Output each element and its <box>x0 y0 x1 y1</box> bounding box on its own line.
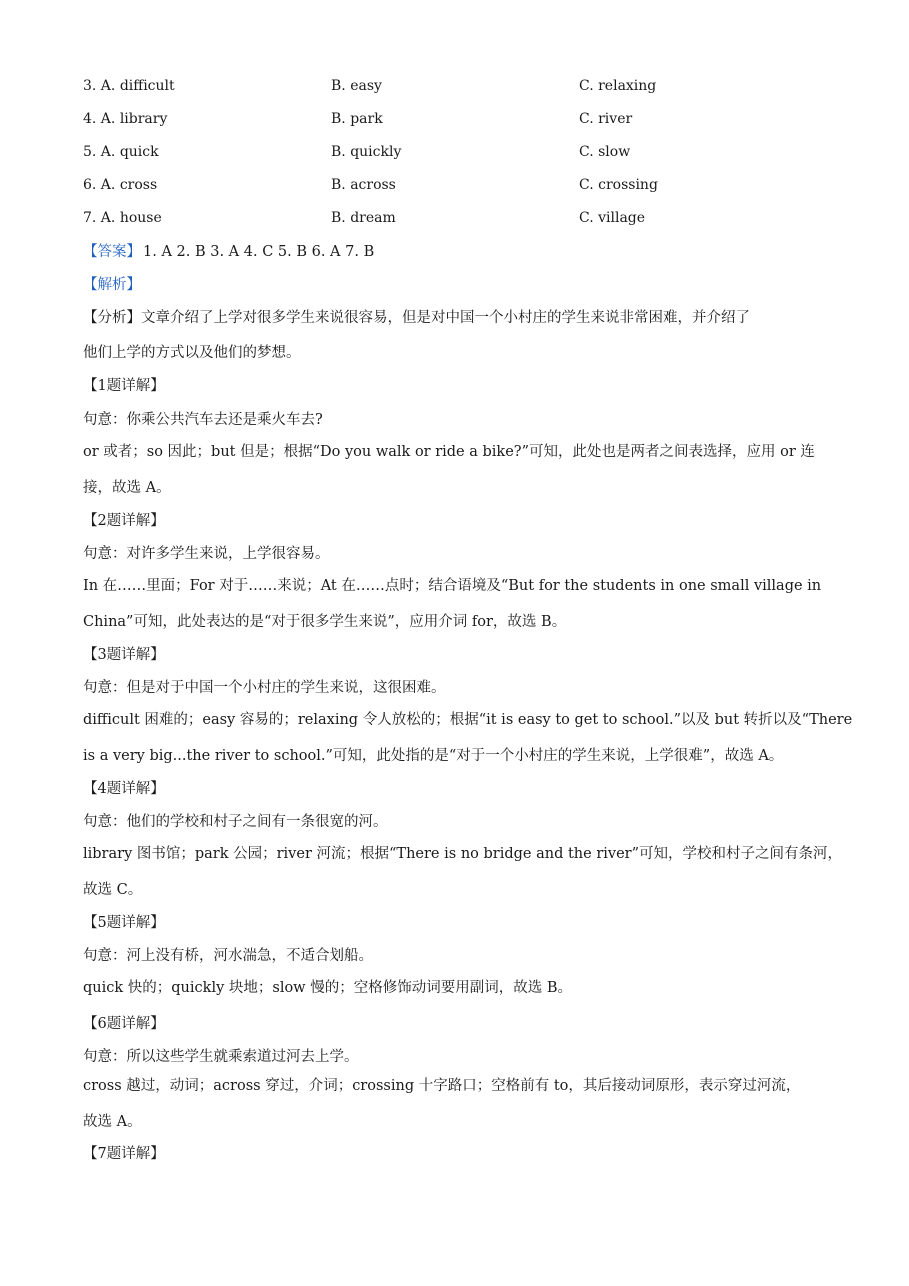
option-a: 6. A. cross <box>83 177 158 193</box>
body-text-line: 他们上学的方式以及他们的梦想。 <box>83 345 301 361</box>
section-heading: 【3题详解】 <box>83 647 165 663</box>
answer-label: 【答案】 <box>83 244 141 260</box>
body-text-line: difficult 困难的；easy 容易的；relaxing 令人放松的；根据“it is easy to get to school.”以及 but 转折以及“There <box>83 712 853 728</box>
body-text-line: quick 快的；quickly 块地；slow 慢的；空格修饰动词要用副词，故选 B。 <box>83 980 572 996</box>
analysis-label: 【解析】 <box>83 277 141 293</box>
section-heading: 【分析】文章介绍了上学对很多学生来说很容易，但是对中国一个小村庄的学生来说非常困难，并介绍了 <box>83 310 750 326</box>
option-row <box>83 144 843 166</box>
option-b: B. park <box>331 111 383 127</box>
option-a: 5. A. quick <box>83 144 159 160</box>
body-text-line: 句意：所以这些学生就乘索道过河去上学。 <box>83 1049 359 1065</box>
section-heading: 【6题详解】 <box>83 1016 165 1032</box>
option-row <box>83 210 843 232</box>
body-text-line: 句意：但是对于中国一个小村庄的学生来说，这很困难。 <box>83 680 446 696</box>
body-text-line: 接，故选 A。 <box>83 480 171 496</box>
option-b: B. dream <box>331 210 396 226</box>
body-text-line: is a very big...the river to school.”可知，此处指的是“对于一个小村庄的学生来说，上学很难”，故选 A。 <box>83 748 784 764</box>
option-b: B. across <box>331 177 396 193</box>
body-text-line: 故选 A。 <box>83 1114 142 1130</box>
option-c: C. crossing <box>579 177 658 193</box>
section-heading: 【5题详解】 <box>83 915 165 931</box>
section-heading: 【1题详解】 <box>83 378 165 394</box>
body-text-line: 句意：他们的学校和村子之间有一条很宽的河。 <box>83 814 388 830</box>
option-row <box>83 111 843 133</box>
body-text-line: library 图书馆；park 公园；river 河流；根据“There is no bridge and the river”可知，学校和村子之间有条河， <box>83 846 843 862</box>
answer-line <box>83 240 833 261</box>
body-text-line: or 或者；so 因此；but 但是；根据“Do you walk or ride a bike?”可知，此处也是两者之间表选择，应用 or 连 <box>83 444 815 460</box>
body-text-line: 句意：你乘公共汽车去还是乘火车去? <box>83 412 323 428</box>
option-c: C. river <box>579 111 633 127</box>
option-a: 4. A. library <box>83 111 168 127</box>
body-text-line: 故选 C。 <box>83 882 143 898</box>
body-text-line: In 在……里面；For 对于……来说；At 在……点时；结合语境及“But for the students in one small village in <box>83 578 822 594</box>
option-b: B. easy <box>331 78 382 94</box>
body-text-line: cross 越过，动词；across 穿过，介词；crossing 十字路口；空格前有 to，其后接动词原形，表示穿过河流， <box>83 1078 801 1094</box>
answer-text: 1. A 2. B 3. A 4. C 5. B 6. A 7. B <box>143 244 375 260</box>
option-c: C. relaxing <box>579 78 657 94</box>
option-c: C. slow <box>579 144 631 160</box>
option-a: 3. A. difficult <box>83 78 175 94</box>
body-text-line: 句意：河上没有桥，河水湍急，不适合划船。 <box>83 948 373 964</box>
option-row <box>83 78 843 100</box>
option-b: B. quickly <box>331 144 402 160</box>
body-text-line: China”可知，此处表达的是“对于很多学生来说”，应用介词 for，故选 B。 <box>83 614 567 630</box>
option-a: 7. A. house <box>83 210 162 226</box>
section-heading: 【7题详解】 <box>83 1146 165 1162</box>
option-row <box>83 177 843 199</box>
body-text-line: 句意：对许多学生来说，上学很容易。 <box>83 546 330 562</box>
section-heading: 【2题详解】 <box>83 513 165 529</box>
section-heading: 【4题详解】 <box>83 781 165 797</box>
option-c: C. village <box>579 210 646 226</box>
